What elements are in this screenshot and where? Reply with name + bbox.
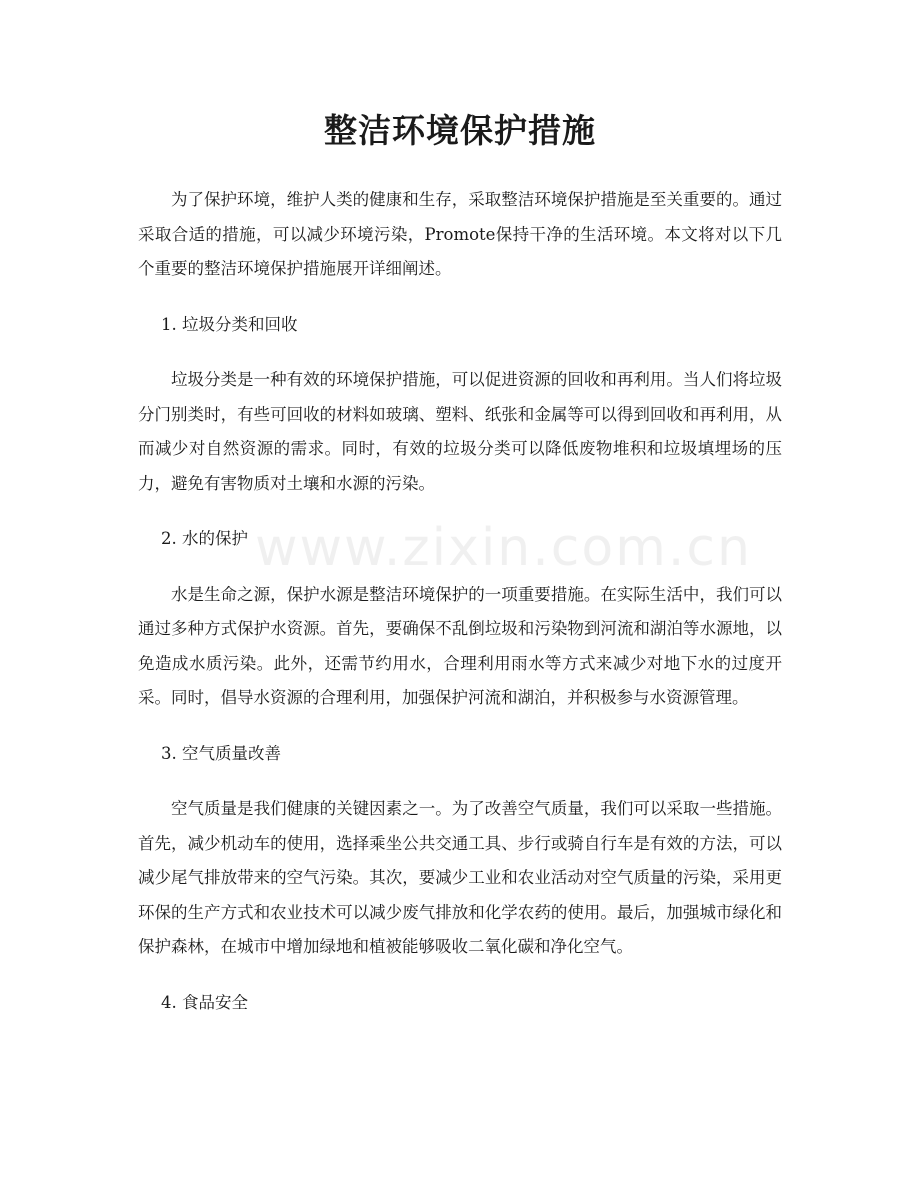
section-heading-4: 4. 食品安全 [161,992,248,1012]
section-body-3: 空气质量是我们健康的关键因素之一。为了改善空气质量，我们可以采取一些措施。首先，减少机动车的使用，选择乘坐公共交通工具、步行或骑自行车是有效的方法，可以减少尾气排放带来的空气污染。其次，要减少工业和农业活动对空气质量的污染，采用更环保的生产方式和农业技术可以减少废气排放和化学农药的使用。最后，加强城市绿化和保护森林，在城市中增加绿地和植被能够吸收二氧化碳和净化空气。 [138,799,782,956]
page-title: 整洁环境保护措施 [324,111,596,150]
section-body-1: 垃圾分类是一种有效的环境保护措施，可以促进资源的回收和再利用。当人们将垃圾分门别类时，有些可回收的材料如玻璃、塑料、纸张和金属等可以得到回收和再利用，从而减少对自然资源的需求。同时，有效的垃圾分类可以降低废物堆积和垃圾填埋场的压力，避免有害物质对土壤和水源的污染。 [138,370,782,493]
section-heading-2: 2. 水的保护 [161,529,248,548]
section-heading-1: 1. 垃圾分类和回收 [161,314,298,334]
document-body [138,183,782,1020]
intro-paragraph: 为了保护环境，维护人类的健康和生存，采取整洁环境保护措施是至关重要的。通过采取合适的措施，可以减少环境污染，Promote保持干净的生活环境。本文将对以下几个重要的整洁环境保护措施展开详细阐述。 [138,190,782,278]
watermark: www.zixin.com.cn [255,518,752,578]
section-heading-3: 3. 空气质量改善 [161,743,281,763]
section-body-2: 水是生命之源，保护水源是整洁环境保护的一项重要措施。在实际生活中，我们可以通过多种方式保护水资源。首先，要确保不乱倒垃圾和污染物到河流和湖泊等水源地，以免造成水质污染。此外，还需节约用水，合理利用雨水等方式来减少对地下水的过度开采。同时，倡导水资源的合理利用，加强保护河流和湖泊，并积极参与水资源管理。 [138,584,782,707]
